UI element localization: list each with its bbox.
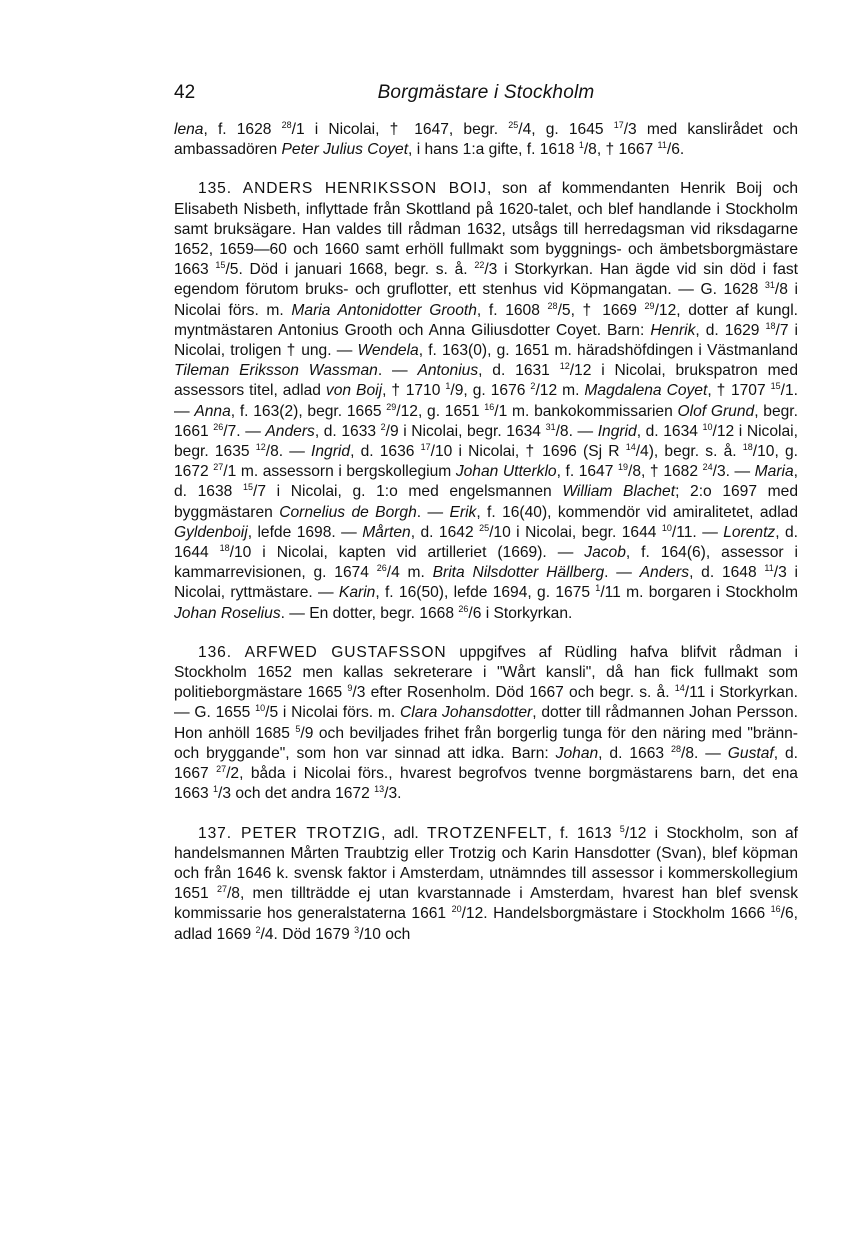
text-run: , d. 1631	[478, 362, 560, 380]
text-run: , f. 16(50), lefde 1694, g. 1675	[375, 584, 596, 602]
running-title: Borgmästare i Stockholm	[377, 82, 595, 103]
date-superscript: 11	[764, 563, 774, 574]
date-superscript: 17	[420, 442, 431, 453]
text-run: , † 1707	[707, 382, 771, 400]
text-run: /5. Död i januari 1668, begr. s. å.	[225, 261, 475, 279]
date-superscript: 10	[255, 703, 266, 714]
text-run: /4. Död 1679	[260, 925, 355, 943]
italic-name: Lorentz	[723, 523, 776, 541]
text-run: /4 m.	[386, 564, 433, 582]
date-superscript: 14	[625, 442, 636, 453]
text-run: /6 i Storkyrkan.	[468, 604, 573, 622]
date-superscript: 26	[376, 563, 387, 574]
text-run: , f. 164(6), assessor i kammarrevisionen, g. 1674	[174, 544, 798, 582]
entry-136	[174, 643, 798, 805]
date-superscript: 27	[213, 462, 224, 473]
text-run: /8, men tillträdde ej utan kvarstannade i Amsterdam, hvarest han blef svensk kommissarie hos generalstaterna 1661	[174, 885, 798, 923]
date-superscript: 1	[213, 784, 219, 795]
text-run: /10 i Nicolai, kapten vid artilleriet (1669). —	[229, 544, 585, 562]
text-run: , f. 1647	[556, 463, 618, 481]
text-run: /10 i Nicolai, begr. 1644	[489, 523, 662, 541]
text-run: , f. 16(40), kommendör vid amiralitetet, adlad	[476, 503, 798, 521]
date-superscript: 29	[644, 300, 655, 311]
text-run: /9 i Nicolai, begr. 1634	[385, 422, 546, 440]
italic-name: Anders	[265, 422, 315, 440]
date-superscript: 27	[216, 884, 227, 895]
text-run: /8. —	[681, 744, 728, 762]
italic-name: Cornelius de Borgh	[279, 503, 417, 521]
italic-name: Magdalena Coyet	[584, 382, 708, 400]
italic-name: Brita Nilsdotter Hällberg	[432, 564, 605, 582]
text-run: /3 med kanslirådet och ambassadören	[174, 121, 799, 159]
text-run: , d. 1634	[636, 422, 703, 440]
paragraph-continuation	[174, 120, 798, 160]
italic-name: Johan Roselius	[174, 604, 281, 622]
date-superscript: 16	[770, 904, 781, 915]
date-superscript: 28	[670, 743, 681, 754]
text-run: , d. 1648	[689, 564, 765, 582]
text-run: , f. 163(0), g. 1651 m. häradshöfdingen i Västmanland	[418, 342, 798, 360]
date-superscript: 5	[295, 723, 301, 734]
text-run: /8. —	[265, 443, 312, 461]
text-run: /9, g. 1676	[450, 382, 531, 400]
text-run: /3 efter Rosenholm. Död 1667 och begr. s. å.	[352, 684, 675, 702]
text-run: /7. —	[223, 422, 266, 440]
date-superscript: 22	[474, 260, 485, 271]
text-run: , adl.	[381, 824, 427, 842]
date-superscript: 15	[215, 260, 226, 271]
date-superscript: 10	[702, 421, 713, 432]
text-run: /3.	[384, 785, 402, 803]
date-superscript: 2	[380, 421, 386, 432]
text-run: , i hans 1:a gifte, f. 1618	[408, 141, 579, 159]
page-number: 42	[174, 82, 196, 103]
text-run: . — En dotter, begr. 1668	[280, 604, 459, 622]
date-superscript: 18	[219, 543, 230, 554]
italic-name: Maria Antonidotter Grooth	[291, 301, 477, 319]
text-run: , begr. 1661	[174, 402, 798, 440]
italic-name: Johan	[555, 744, 599, 762]
entry-135	[174, 179, 798, 623]
date-superscript: 15	[242, 482, 253, 493]
text-run: /11 m. borgaren i Stockholm	[600, 584, 798, 602]
italic-name: Anna	[194, 402, 231, 420]
date-superscript: 25	[508, 120, 519, 130]
text-run: , d. 1638	[174, 463, 799, 501]
text-run: /10, g. 1672	[174, 443, 798, 481]
italic-name: William Blachet	[562, 483, 676, 501]
italic-name: Olof Grund	[677, 402, 755, 420]
date-superscript: 17	[613, 120, 624, 130]
text-run: /1 m. assessorn i bergskollegium	[223, 463, 456, 481]
text-run: ; 2:o 1697 med byggmästaren	[174, 483, 798, 521]
date-superscript: 24	[702, 462, 713, 473]
text-run: , son af kommendanten Henrik Boij och Elisabeth Nisbeth, inflyttade från Skottland på 1620-talet, och blef handlande i Stockholm samt bruksägare. Han valdes till rådman 1632, utsågs till herredagsman vid riksdagarne 1652, 1659—60 och 1660 samt erhöll fullmakt som byggnings- och ämbetsborgmästare 1663	[174, 180, 799, 279]
date-superscript: 12	[559, 361, 570, 372]
text-run: /12 i Nicolai, brukspatron med assessors titel, adlad	[174, 362, 799, 400]
date-superscript: 5	[619, 823, 625, 834]
date-superscript: 31	[545, 421, 556, 432]
italic-name: Johan Utterklo	[455, 463, 557, 481]
page-header	[174, 82, 798, 108]
text-run: /2, båda i Nicolai förs., hvarest begrofvos tvenne borgmästarens barn, det ena 1663	[174, 765, 798, 803]
text-run: /12. Handelsborgmästare i Stockholm 1666	[461, 905, 771, 923]
italic-name: Jacob	[584, 544, 626, 562]
date-superscript: 1	[595, 583, 601, 594]
text-run: /10 i Nicolai, † 1696 (Sj R	[430, 443, 626, 461]
date-superscript: 16	[484, 401, 495, 412]
text-run: /8, † 1667	[583, 141, 658, 159]
text-run: /3 i Nicolai, ryttmästare. —	[174, 564, 798, 602]
italic-name: Ingrid	[311, 443, 351, 461]
date-superscript: 3	[354, 924, 360, 935]
text-run: /9 och beviljades frihet från borgerlig tunga för den näring med "bränn- och bryggande", som hon var sinnad att idka. Barn:	[174, 724, 798, 762]
date-superscript: 11	[657, 140, 667, 151]
entry-heading: 137. PETER TROTZIG	[198, 824, 382, 842]
text-run: /10 och	[359, 925, 411, 943]
text-run: , f. 163(2), begr. 1665	[230, 402, 387, 420]
text-run: , dotter till rådmannen Johan Persson. Hon anhöll 1685	[174, 704, 798, 742]
date-superscript: 1	[578, 140, 584, 151]
italic-name: Karin	[338, 584, 376, 602]
text-run: uppgifves af Rüdling hafva blifvit rådman i Stockholm 1652 men kallas sekreterare i "Wårt kansli", då han fick fullmakt som politieborgmästare 1665	[174, 643, 798, 702]
date-superscript: 20	[451, 904, 462, 915]
date-superscript: 13	[374, 784, 385, 795]
date-superscript: 28	[547, 300, 558, 311]
italic-name: Erik	[449, 503, 477, 521]
text-run: /12 m.	[535, 382, 585, 400]
text-run: . —	[604, 564, 640, 582]
italic-name: Clara Johansdotter	[399, 704, 533, 722]
text-run: , d. 1636	[350, 443, 421, 461]
text-run: , f. 1613	[547, 824, 620, 842]
italic-name: Henrik	[650, 321, 696, 339]
entry-heading: 136. ARFWED GUSTAFSSON	[198, 643, 447, 661]
text-run: /7 i Nicolai, g. 1:o med engelsmannen	[252, 483, 563, 501]
entry-137	[174, 824, 798, 945]
text-run: . —	[377, 362, 418, 380]
entry-heading: TROTZENFELT	[426, 824, 548, 842]
text-run: /11. —	[671, 523, 724, 541]
body-text	[174, 120, 798, 945]
text-run: /3. —	[712, 463, 755, 481]
text-run: /4, g. 1645	[518, 121, 614, 138]
date-superscript: 9	[347, 683, 353, 694]
text-run: , f. 1608	[476, 301, 548, 319]
date-superscript: 19	[617, 462, 628, 473]
date-superscript: 18	[742, 442, 753, 453]
text-run: , d. 1644	[174, 523, 799, 562]
date-superscript: 10	[661, 522, 672, 533]
date-superscript: 29	[386, 401, 397, 412]
italic-name: Mårten	[362, 523, 411, 541]
italic-name: Ingrid	[597, 422, 637, 440]
text-run: , f. 1628	[203, 121, 282, 138]
date-superscript: 2	[255, 924, 261, 935]
italic-name: Gustaf	[727, 744, 774, 762]
entry-heading: 135. ANDERS HENRIKSSON BOIJ	[198, 180, 487, 198]
date-superscript: 31	[764, 280, 775, 291]
text-run: , lefde 1698. —	[247, 523, 363, 541]
text-run: , d. 1629	[695, 321, 766, 339]
text-run: , † 1710	[382, 382, 446, 400]
text-run: /5 i Nicolai förs. m.	[265, 704, 400, 722]
text-run: /4), begr. s. å.	[635, 443, 743, 461]
text-run: /1 i Nicolai, † 1647, begr.	[291, 121, 509, 138]
text-run: , d. 1633	[314, 422, 381, 440]
italic-name: Antonius	[417, 362, 479, 380]
text-run: /12 i Nicolai, begr. 1635	[174, 422, 798, 461]
text-run: /11 i Storkyrkan. — G. 1655	[174, 684, 798, 722]
date-superscript: 28	[281, 120, 292, 130]
text-run: /12, dotter af kungl. myntmästaren Antonius Grooth och Anna Giliusdotter Coyet. Barn:	[174, 301, 799, 339]
text-run: /12, g. 1651	[396, 402, 485, 420]
date-superscript: 26	[213, 421, 224, 432]
text-run: , d. 1667	[174, 744, 798, 783]
text-run: /6, adlad 1669	[174, 905, 798, 943]
date-superscript: 26	[458, 603, 469, 614]
italic-name: lena	[174, 121, 204, 138]
italic-name: Tileman Eriksson Wassman	[174, 362, 378, 380]
date-superscript: 12	[255, 442, 266, 453]
text-run: /8, † 1682	[627, 463, 703, 481]
italic-name: Wendela	[357, 342, 419, 360]
italic-name: Peter Julius Coyet	[281, 141, 409, 159]
date-superscript: 14	[674, 683, 685, 694]
date-superscript: 1	[445, 381, 451, 392]
text-run: , d. 1642	[410, 523, 480, 541]
text-run: /3 och det andra 1672	[218, 785, 375, 803]
text-run: /7 i Nicolai, troligen † ung. —	[174, 321, 799, 360]
italic-name: von Boij	[325, 382, 383, 400]
date-superscript: 27	[216, 764, 227, 775]
text-run: /5, † 1669	[557, 301, 645, 319]
text-run: /1 m. bankokommissarien	[494, 402, 678, 420]
text-run: . —	[416, 503, 450, 521]
text-run: /3 i Storkyrkan. Han ägde vid sin död i fast egendom förutom bruks- och gruflotter, ett stenhus vid Köpmangatan. — G. 1628	[174, 261, 798, 299]
italic-name: Anders	[639, 564, 690, 582]
italic-name: Gyldenboij	[174, 523, 248, 541]
text-run: /12 i Stockholm, son af handelsmannen Mårten Traubtzig eller Trotzig och Karin Hansdotter (Svan), blef köpman och från 1646 k. svensk faktor i Amsterdam, utnämndes till assessor i kommerskollegium 1651	[174, 824, 799, 903]
date-superscript: 2	[530, 381, 536, 392]
text-run: /8 i Nicolai förs. m.	[174, 281, 798, 319]
text-run: /8. —	[555, 422, 598, 440]
text-run: , d. 1663	[598, 744, 671, 762]
date-superscript: 25	[479, 522, 490, 533]
text-run: /1. —	[174, 382, 798, 420]
date-superscript: 15	[770, 381, 781, 392]
date-superscript: 18	[765, 320, 776, 331]
italic-name: Maria	[754, 463, 794, 481]
text-run: /6.	[666, 141, 685, 159]
